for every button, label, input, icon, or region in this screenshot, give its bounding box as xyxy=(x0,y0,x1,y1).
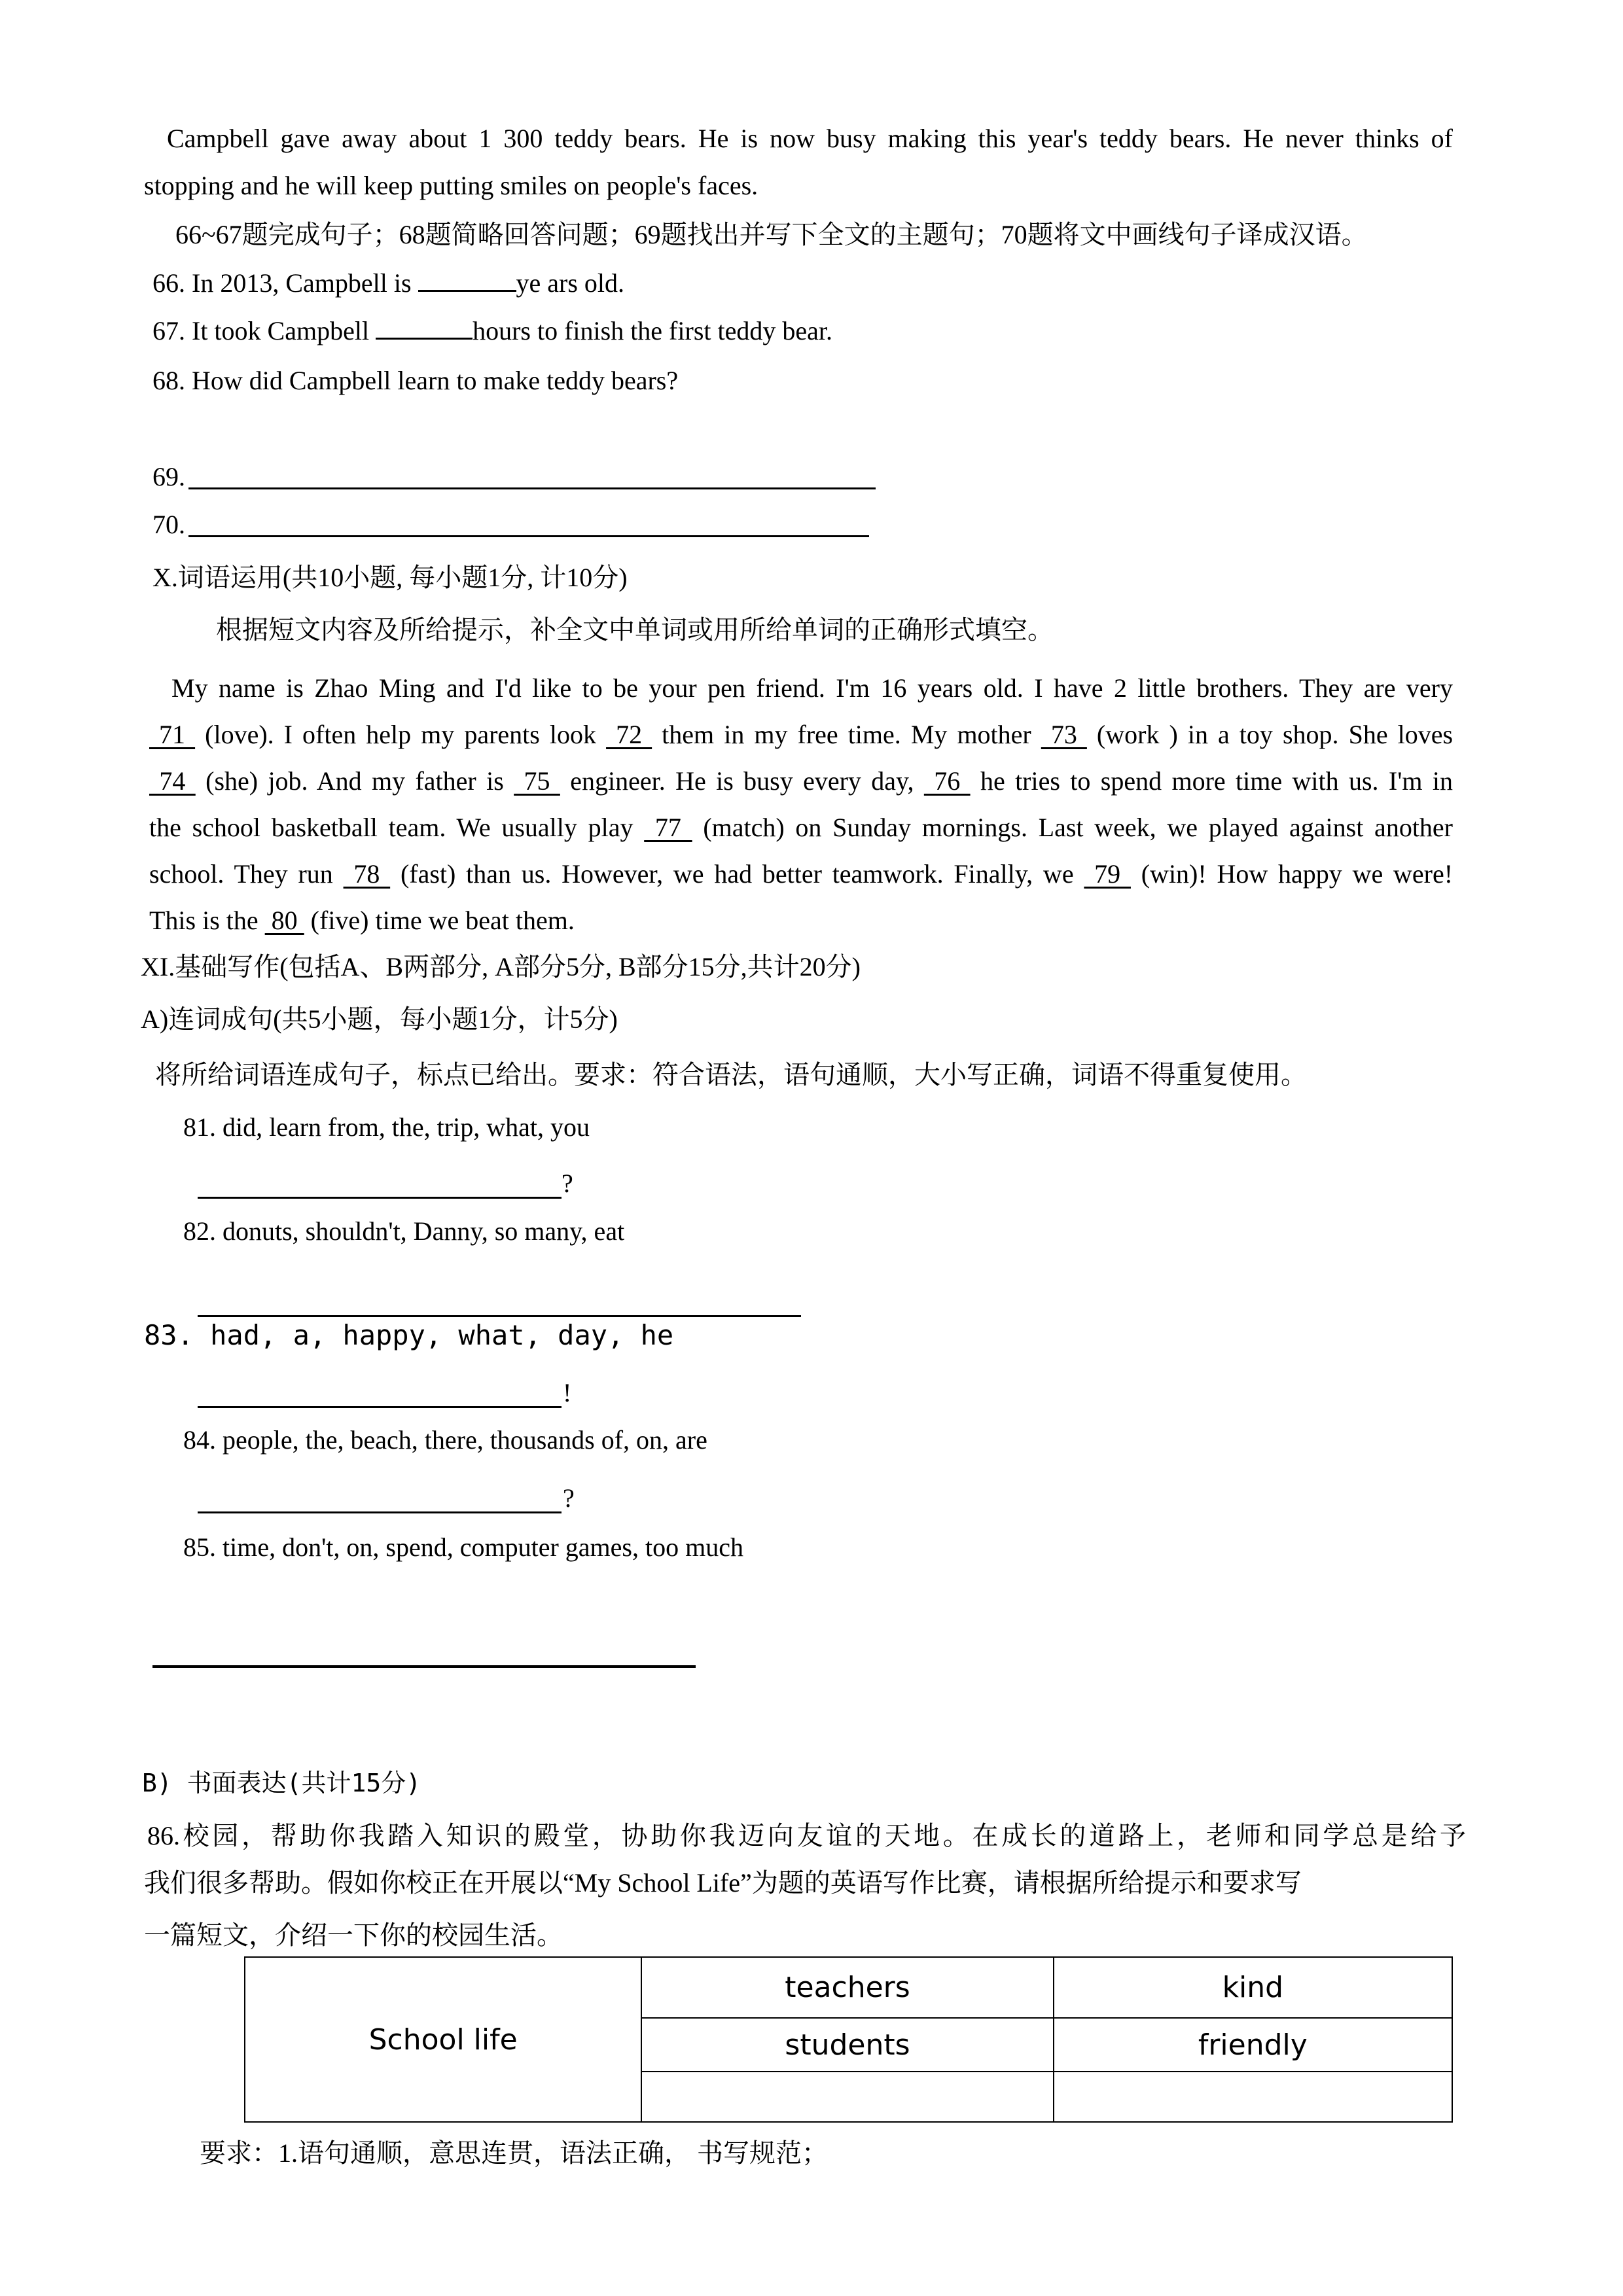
question-68: 68. How did Campbell learn to make teddy bears? xyxy=(152,366,679,395)
q84-words: 84. people, the, beach, there, thousands of, on, are xyxy=(183,1425,707,1455)
blank-80[interactable]: 80 xyxy=(264,906,304,935)
table-cell-who-1: teachers xyxy=(641,1957,1053,2018)
blank-73[interactable]: 73 xyxy=(1041,720,1087,749)
cloze-line-3 xyxy=(149,764,1453,798)
cloze-text-l6: This is the xyxy=(149,906,265,935)
q82-answer-line[interactable] xyxy=(198,1315,801,1317)
cloze-text-77: (match) on Sunday mornings. Last week, we played against another xyxy=(692,813,1454,842)
cloze-text-l4: the school basketball team. We usually play xyxy=(149,813,645,842)
q83-words: 83. had, a, happy, what, day, he xyxy=(144,1319,674,1351)
school-life-table xyxy=(244,1956,1453,2123)
part-a-instructions: 将所给词语连成句子，标点已给出。要求：符合语法，语句通顺，大小写正确，词语不得重复使用。 xyxy=(155,1060,1307,1089)
blank-72[interactable]: 72 xyxy=(606,720,652,749)
cloze-line-4 xyxy=(149,811,1453,845)
blank-71[interactable]: 71 xyxy=(149,720,196,749)
table-cell-trait-3[interactable] xyxy=(1054,2072,1452,2122)
q70-answer-line[interactable] xyxy=(188,535,869,537)
table-cell-trait-2: friendly xyxy=(1054,2018,1452,2072)
cloze-line-5 xyxy=(149,857,1453,891)
cloze-line-2 xyxy=(149,718,1453,752)
q81-punct: ? xyxy=(562,1169,573,1198)
blank-77[interactable]: 77 xyxy=(644,813,692,842)
reading-instructions: 66~67题完成句子；68题简略回答问题；69题找出并写下全文的主题句；70题将文中画线句子译成汉语。 xyxy=(175,220,1368,249)
table-topic-cell: School life xyxy=(245,1957,641,2122)
q66-before: 66. In 2013, Campbell is xyxy=(152,268,418,298)
q84-answer-line[interactable] xyxy=(198,1511,562,1513)
cloze-text-71: (love). I often help my parents look xyxy=(195,720,607,749)
q82-words: 82. donuts, shouldn't, Danny, so many, eat xyxy=(183,1216,625,1246)
section-xi-title: XI.基础写作(包括A、B两部分, A部分5分, B部分15分,共计20分) xyxy=(141,952,861,981)
requirements-text: 要求：1.语句通顺，意思连贯，语法正确， 书写规范； xyxy=(200,2138,828,2168)
q86-line-1: 86.校园，帮助你我踏入知识的殿堂，协助你我迈向友谊的天地。在成长的道路上，老师和同学总是给予 xyxy=(147,1821,1466,1850)
table-cell-who-2: students xyxy=(641,2018,1053,2072)
q67-before: 67. It took Campbell xyxy=(152,316,376,345)
cloze-text-79: (win)! How happy we were! xyxy=(1130,859,1454,889)
q83-punct: ! xyxy=(563,1378,572,1407)
part-b-title: B) 书面表达(共计15分) xyxy=(142,1769,421,1797)
cloze-text-75: engineer. He is busy every day, xyxy=(560,766,924,796)
passage-line-1: Campbell gave away about 1 300 teddy bears. He is now busy making this year's teddy bears. He never thinks of xyxy=(167,124,1453,153)
passage-line-2: stopping and he will keep putting smiles on people's faces. xyxy=(144,171,758,200)
q69-answer-line[interactable] xyxy=(188,487,876,489)
table-cell-who-3[interactable] xyxy=(641,2072,1053,2122)
q86-line-2: 我们很多帮助。假如你校正在开展以“My School Life”为题的英语写作比赛，请根据所给提示和要求写 xyxy=(144,1868,1302,1898)
blank-79[interactable]: 79 xyxy=(1084,859,1131,889)
cloze-text-72: them in my free time. My mother xyxy=(652,720,1041,749)
q66-after: ye ars old. xyxy=(516,268,625,298)
blank-75[interactable]: 75 xyxy=(514,766,560,796)
q70-label: 70. xyxy=(152,510,185,539)
cloze-text-74: (she) job. And my father is xyxy=(195,766,514,796)
blank-76[interactable]: 76 xyxy=(923,766,971,796)
q66-answer-blank[interactable] xyxy=(418,264,516,292)
q86-line-3: 一篇短文，介绍一下你的校园生活。 xyxy=(144,1920,563,1950)
section-x-instructions: 根据短文内容及所给提示，补全文中单词或用所给单词的正确形式填空。 xyxy=(216,615,1054,645)
cloze-line-1: My name is Zhao Ming and I'd like to be your pen friend. I'm 16 years old. I have 2 little brothers. They are very xyxy=(171,673,1453,703)
question-66 xyxy=(152,264,624,300)
blank-78[interactable]: 78 xyxy=(343,859,391,889)
q67-after: hours to finish the first teddy bear. xyxy=(473,316,832,345)
cloze-text-80: (five) time we beat them. xyxy=(304,906,575,935)
cloze-text-78: (fast) than us. However, we had better teamwork. Finally, we xyxy=(390,859,1084,889)
cloze-text-76: he tries to spend more time with us. I'm in xyxy=(970,766,1454,796)
q85-words: 85. time, don't, on, spend, computer games, too much xyxy=(183,1532,743,1562)
cloze-line-6 xyxy=(149,904,575,938)
q69-label: 69. xyxy=(152,462,185,491)
part-a-title: A)连词成句(共5小题，每小题1分，计5分) xyxy=(141,1004,618,1034)
cloze-text-l5: school. They run xyxy=(149,859,344,889)
q83-answer-line[interactable] xyxy=(198,1406,562,1408)
q84-punct: ? xyxy=(563,1483,575,1513)
table-cell-trait-1: kind xyxy=(1054,1957,1452,2018)
q85-answer-line[interactable] xyxy=(152,1665,696,1668)
question-67 xyxy=(152,311,832,348)
q81-answer-line[interactable] xyxy=(198,1197,562,1199)
q67-answer-blank[interactable] xyxy=(376,311,473,340)
cloze-text-73: (work ) in a toy shop. She loves xyxy=(1086,720,1454,749)
blank-74[interactable]: 74 xyxy=(149,766,196,796)
q81-words: 81. did, learn from, the, trip, what, you xyxy=(183,1112,590,1142)
section-x-title: X.词语运用(共10小题, 每小题1分, 计10分) xyxy=(152,563,628,592)
